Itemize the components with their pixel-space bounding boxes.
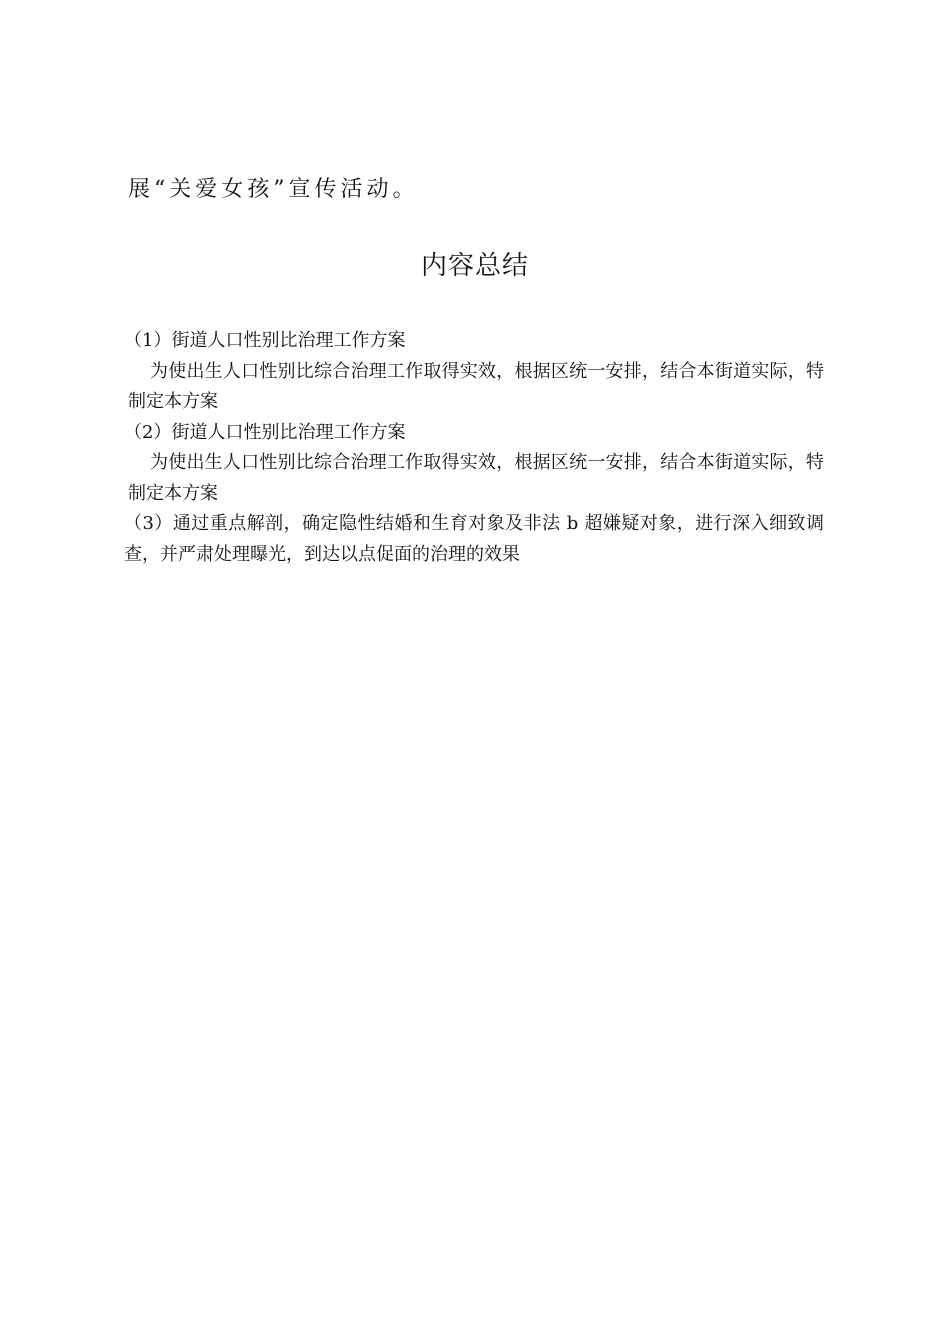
summary-item-3-text: （3）通过重点解剖，确定隐性结婚和生育对象及非法 b 超嫌疑对象，进行深入细致调查，并严肃处理曝光，到达以点促面的治理的效果 bbox=[124, 513, 824, 565]
summary-section bbox=[124, 326, 824, 570]
summary-item-2-title: （2）街道人口性别比治理工作方案 bbox=[124, 421, 406, 443]
summary-item-1-title: （1）街道人口性别比治理工作方案 bbox=[124, 330, 406, 351]
summary-item-1-body: 为使出生人口性别比综合治理工作取得实效，根据区统一安排，结合本街道实际，特制定本方案 bbox=[128, 360, 824, 412]
summary-item-2-body: 为使出生人口性别比综合治理工作取得实效，根据区统一安排，结合本街道实际，特制定本方案 bbox=[128, 452, 824, 504]
carryover-paragraph: 展“关爱女孩”宣传活动。 bbox=[128, 177, 419, 202]
summary-heading: 内容总结 bbox=[420, 251, 529, 281]
